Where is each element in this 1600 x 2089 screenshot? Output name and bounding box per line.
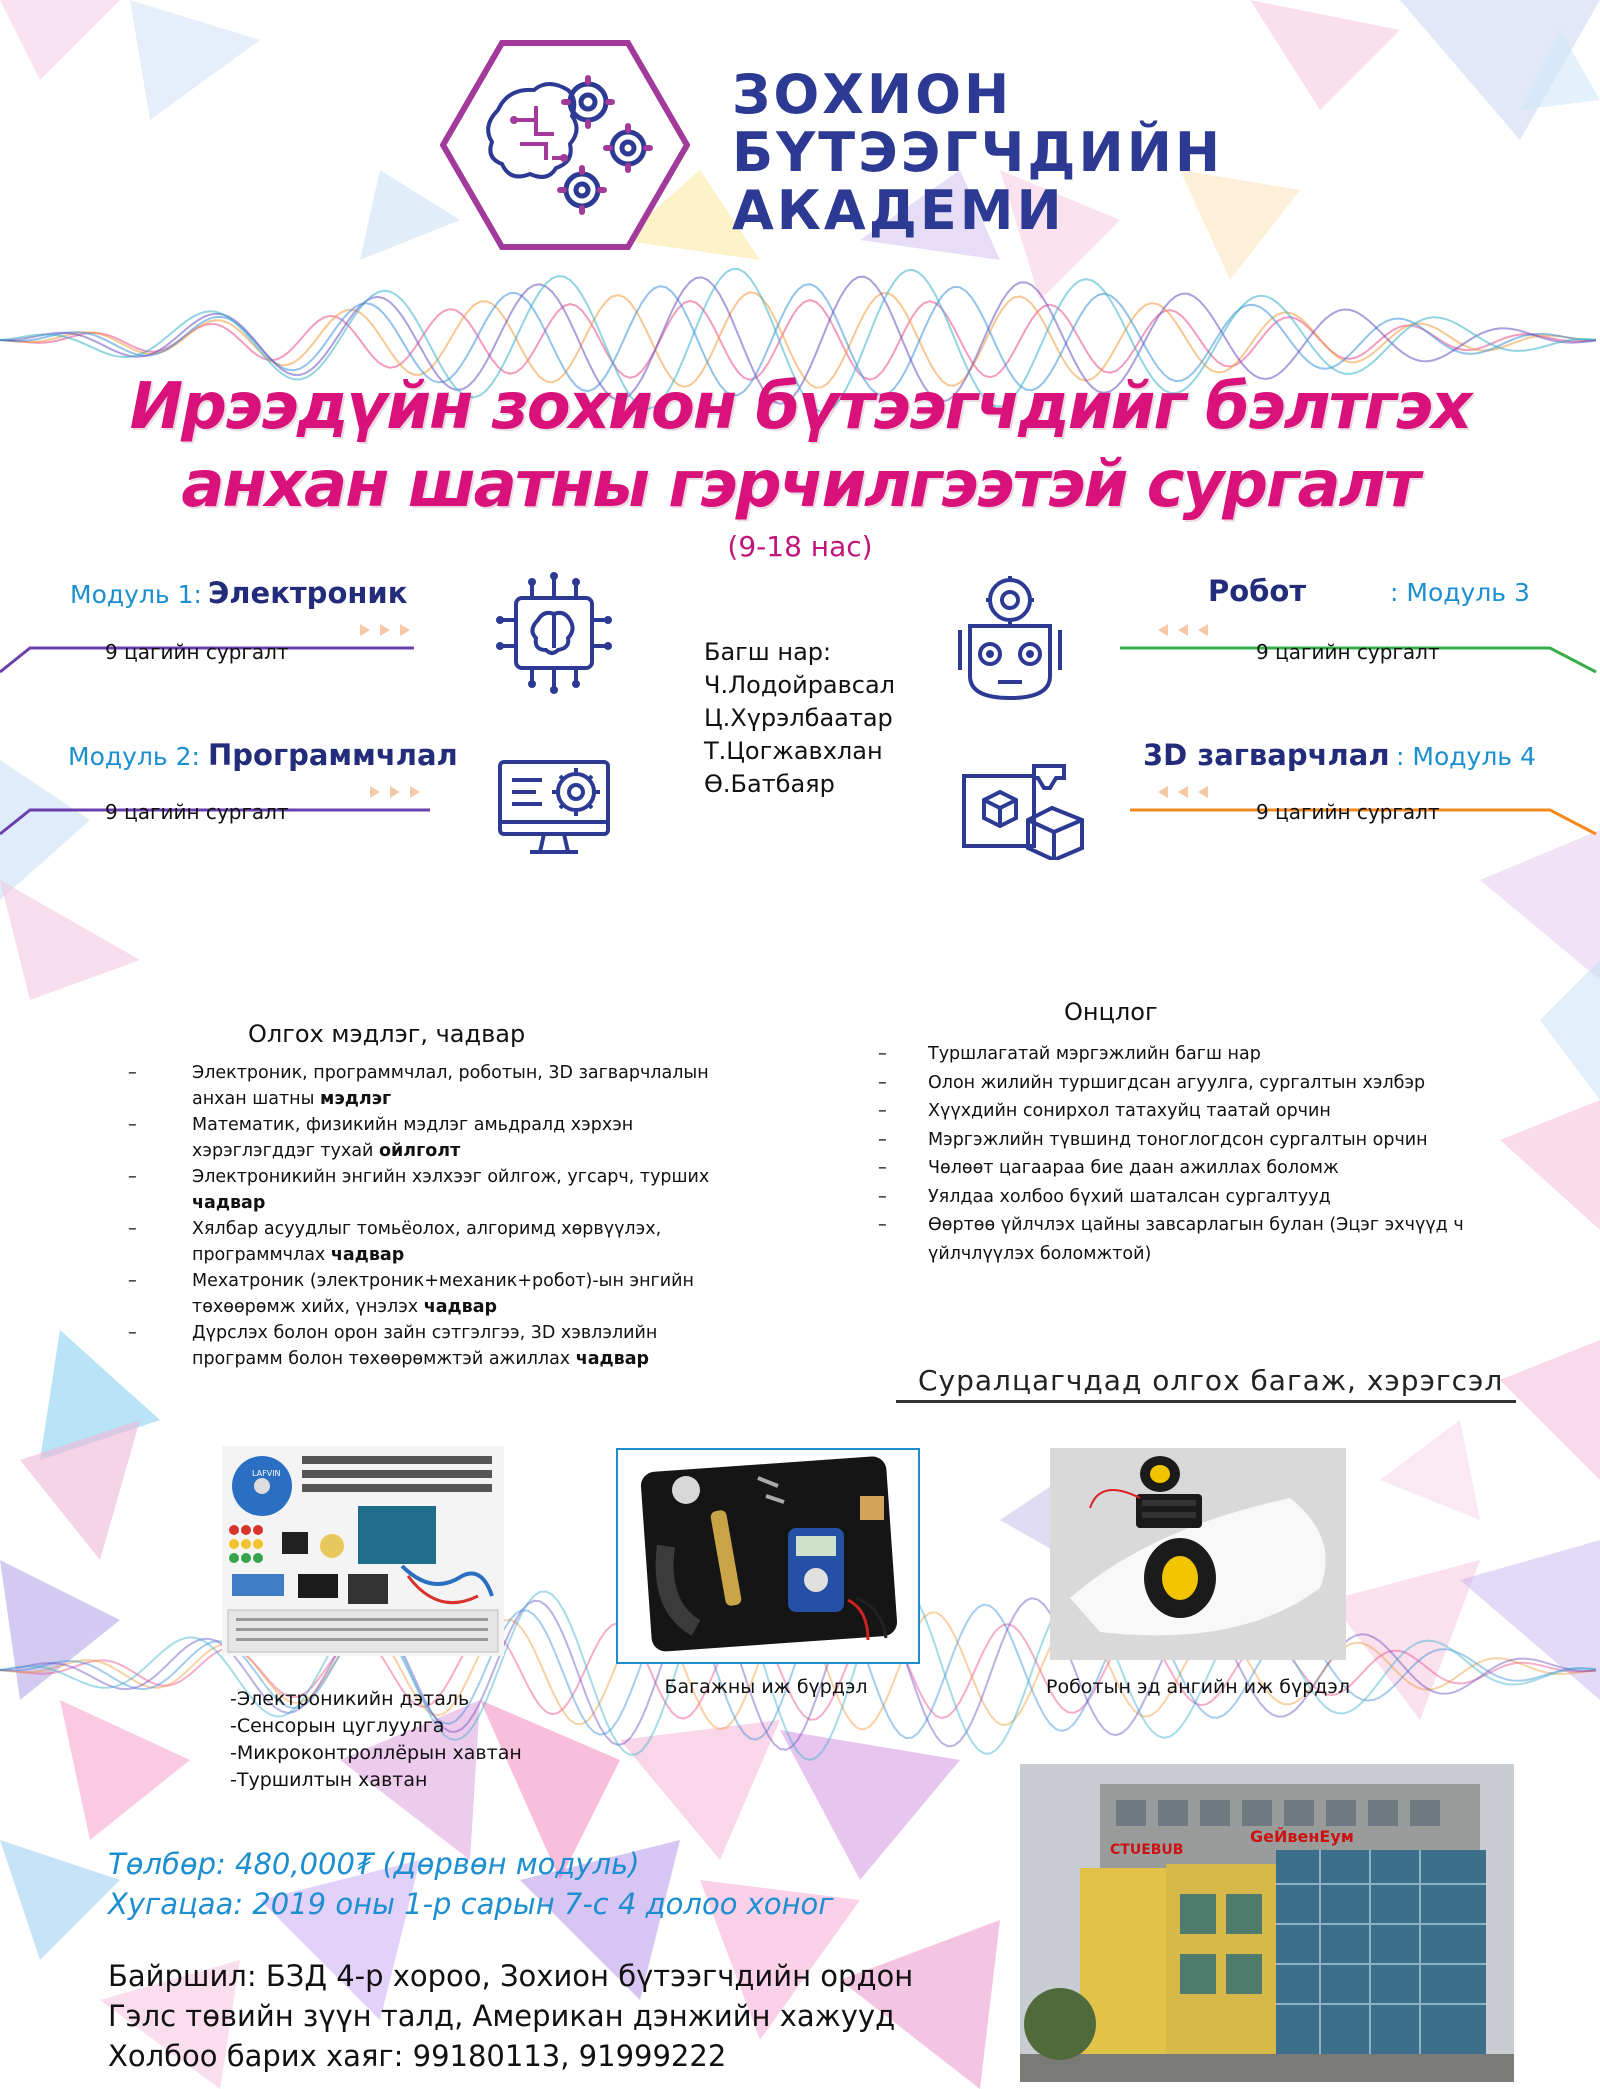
module-3-number: : Модуль 3 [1390, 578, 1530, 607]
tool-kit-caption: Багажны иж бүрдэл [664, 1676, 868, 1698]
list-item: -Сенсорын цуглуулга [230, 1715, 445, 1737]
building-photo [1020, 1764, 1514, 2082]
teacher-name: Ч.Лодойравсал [704, 671, 896, 699]
list-item: – Уялдаа холбоо бүхий шаталсан сургалтууд [878, 1186, 1331, 1207]
brain-gears-hexagon-icon [440, 40, 690, 250]
module-2-name: Программчлал [208, 738, 458, 772]
list-item: – Чөлөөт цагаараа бие даан ажиллах боломж [878, 1158, 1339, 1178]
list-item: – Өөртөө үйлчлэх цайны завсарлагын булан (Эцэг эхчүүд ч үйлчлүүлэх боломжтой) [878, 1215, 1464, 1264]
chip-brain-icon [494, 570, 614, 696]
list-item: – Мехатроник (электроник+механик+робот)-ын энгийн төхөөрөмж хийх, үнэлэх чадвар [128, 1271, 694, 1317]
module-3-name: Робот [1208, 574, 1307, 608]
brand-name [732, 63, 1224, 242]
module-3-hours: 9 цагийн сургалт [1256, 640, 1440, 664]
brand-line-1: ЗОХИОН [732, 63, 1013, 126]
robot-chassis-photo [1050, 1448, 1346, 1660]
brand-line-2: БҮТЭЭГЧДИЙН [732, 121, 1224, 184]
electronics-kit-contents [230, 1686, 522, 1794]
list-item: -Микроконтроллёрын хавтан [230, 1742, 522, 1764]
teachers-title: Багш нар: [704, 638, 832, 666]
electronics-kit-photo [222, 1446, 504, 1656]
module-1-number: Модуль 1: [70, 580, 202, 609]
module-4-hours: 9 цагийн сургалт [1256, 800, 1440, 824]
robot-head-icon [950, 570, 1070, 706]
list-item: – Хүүхдийн сонирхол татахуйц таатай орчин [878, 1101, 1331, 1121]
list-item: – Дүрслэх болон орон зайн сэтгэлгээ, 3D хэвлэлийн программ болон төхөөрөмжтэй ажиллах чадвар [128, 1323, 658, 1369]
list-item: – Хялбар асуудлыг томьёолох, алгоримд хөрвүүлэх, программчлах чадвар [128, 1219, 662, 1265]
module-4-number: : Модуль 4 [1396, 742, 1536, 771]
features-list [878, 1040, 1488, 1268]
location-line-1: Байршил: БЗД 4-р хороо, Зохион бүтээгчдийн ордон [108, 1959, 914, 1993]
robot-chassis-caption: Роботын эд ангийн иж бүрдэл [1046, 1676, 1350, 1698]
skills-title: Олгох мэдлэг, чадвар [248, 1020, 526, 1048]
monitor-gear-icon [494, 752, 614, 862]
age-range: (9-18 нас) [727, 530, 873, 563]
list-item: – Туршлагатай мэргэжлийн багш нар [878, 1044, 1261, 1064]
list-item: – Электроникийн энгийн хэлхээг ойлгож, угсарч, турших чадвар [128, 1167, 710, 1213]
fee-text: Төлбөр: 480,000₮ (Дөрвөн модуль) [108, 1847, 640, 1881]
list-item: -Электроникийн дэталь [230, 1688, 470, 1710]
headline-line-2: анхан шатны гэрчилгээтэй сургалт [181, 448, 1419, 522]
module-1-hours: 9 цагийн сургалт [105, 640, 289, 664]
building-sign-left: CTUEBUB [1110, 1842, 1184, 1858]
list-item: – Олон жилийн туршигдсан агуулга, сургалтын хэлбэр [878, 1072, 1426, 1093]
tools-title-underline [896, 1400, 1516, 1403]
module-1-name: Электроник [208, 576, 408, 610]
contact-block [108, 1956, 913, 2076]
teachers-block [704, 636, 895, 801]
brand-line-3: АКАДЕМИ [732, 179, 1065, 242]
kit-brand-label: LAFVIN [252, 1469, 281, 1478]
teacher-name: Т.Цогжавхлан [704, 737, 883, 765]
module-2-hours: 9 цагийн сургалт [105, 800, 289, 824]
teacher-name: Ц.Хүрэлбаатар [704, 704, 893, 732]
headline-line-1: Ирээдүйн зохион бүтээгчдийг бэлтгэх [129, 370, 1471, 444]
location-line-2: Гэлс төвийн зүүн талд, Американ дэнжийн хажууд [108, 1999, 896, 2033]
features-title: Онцлог [1064, 998, 1158, 1026]
skills-list [128, 1060, 712, 1372]
list-item: – Математик, физикийн мэдлэг амьдралд хэрхэн хэрэглэгддэг тухай ойлголт [128, 1115, 634, 1161]
list-item: – Электроник, программчлал, роботын, 3D загварчлалын анхан шатны мэдлэг [128, 1063, 709, 1109]
teacher-name: Ө.Батбаяр [704, 770, 835, 798]
duration-text: Хугацаа: 2019 оны 1-р сарын 7-с 4 долоо хоног [108, 1887, 834, 1921]
tools-title: Суралцагчдад олгох багаж, хэрэгсэл [918, 1364, 1504, 1397]
info-block [108, 1844, 834, 1924]
3d-printer-cube-icon [958, 756, 1092, 860]
module-2-number: Модуль 2: [68, 742, 200, 771]
contact-phone: Холбоо барих хаяг: 99180113, 91999222 [108, 2039, 727, 2073]
module-4-name: 3D загварчлал [1143, 738, 1390, 772]
list-item: -Туршилтын хавтан [230, 1769, 428, 1791]
tool-kit-photo [616, 1448, 920, 1664]
list-item: – Мэргэжлийн түвшинд тоноглогдсон сургалтын орчин [878, 1129, 1428, 1150]
building-sign-right: GeЙвенЕум [1250, 1827, 1354, 1846]
